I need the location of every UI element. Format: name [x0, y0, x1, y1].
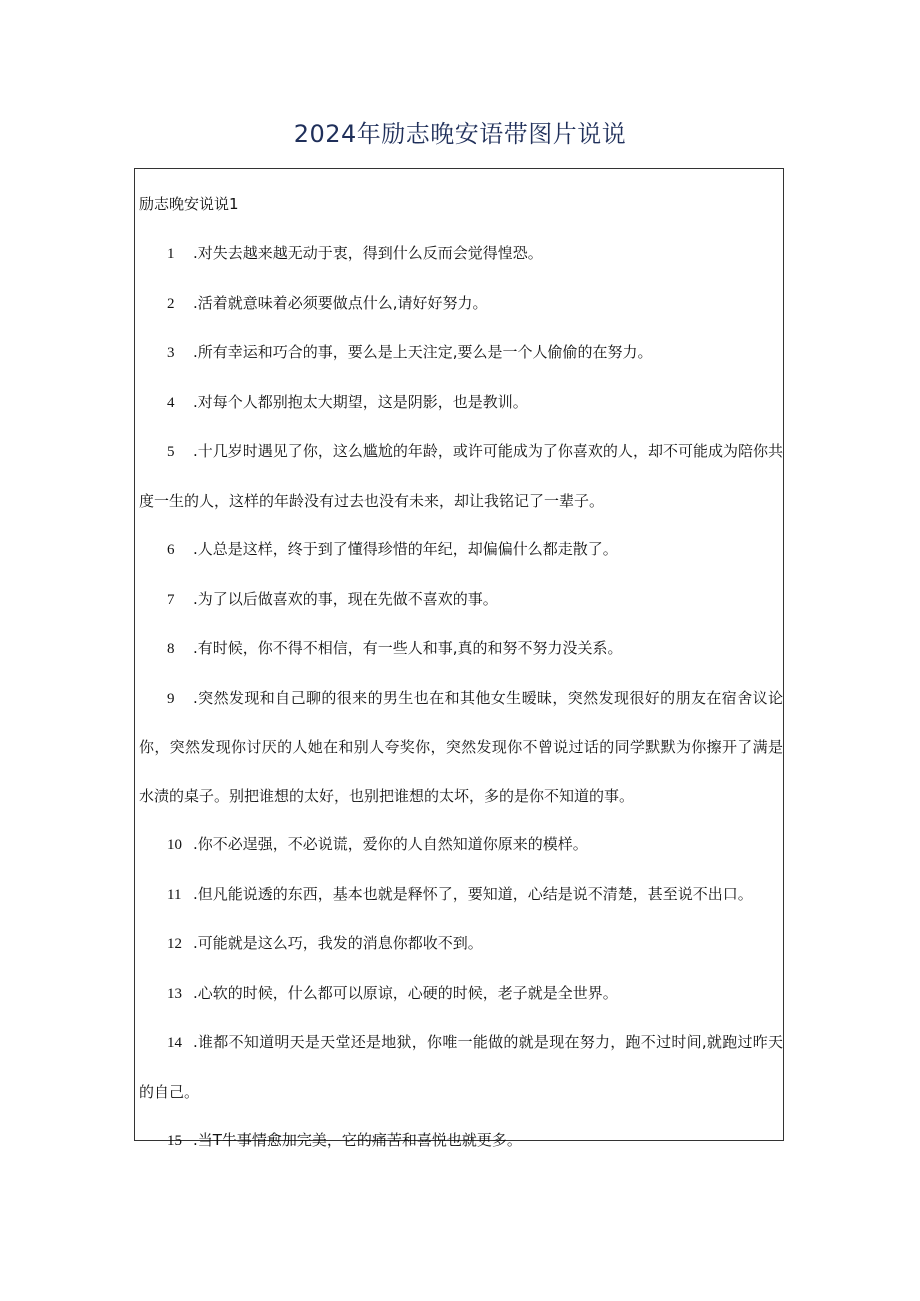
item-text: .所有幸运和巧合的事，要么是上天注定,要么是一个人偷偷的在努力。 — [193, 343, 653, 361]
item-number: 12 — [167, 936, 182, 952]
item-number: 13 — [167, 985, 182, 1002]
list-item — [135, 969, 785, 1019]
item-text: .十几岁时遇见了你，这么尴尬的年龄，或许可能成为了你喜欢的人，却不可能成为陪你共度一生的人，这样的年龄没有过去也没有未来，却让我铭记了一辈子。 — [139, 442, 783, 510]
list-item — [135, 919, 785, 969]
item-text: .你不必逞强，不必说谎，爱你的人自然知道你原来的模样。 — [193, 835, 588, 853]
item-text: .活着就意味着必须要做点什么,请好好努力。 — [193, 293, 488, 312]
item-text: .对失去越来越无动于衷，得到什么反而会觉得惶恐。 — [193, 244, 543, 262]
item-text: .有时候，你不得不相信，有一些人和事,真的和努不努力没关系。 — [193, 639, 623, 657]
item-number: 11 — [167, 886, 182, 903]
item-text: .对每个人都别抱太大期望，这是阴影，也是教训。 — [193, 392, 528, 411]
list-item — [135, 575, 785, 625]
item-text: .谁都不知道明天是天堂还是地狱，你唯一能做的就是现在努力，跑不过时间,就跑过昨天的自己。 — [139, 1033, 783, 1101]
item-number: 4 — [167, 394, 175, 411]
item-number: 10 — [167, 837, 182, 853]
item-number: 14 — [167, 1035, 182, 1051]
list-item — [135, 427, 785, 525]
item-text: .当T牛事情愈加完美，它的痛苦和喜悦也就更多。 — [193, 1131, 522, 1149]
list-item — [135, 328, 785, 378]
item-text: .可能就是这么巧，我发的消息你都收不到。 — [193, 934, 483, 952]
item-number: 2 — [167, 295, 175, 312]
list-item — [135, 1116, 785, 1166]
list-item — [135, 279, 785, 329]
item-text: .为了以后做喜欢的事，现在先做不喜欢的事。 — [193, 589, 498, 608]
item-text: .但凡能说透的东西，基本也就是释怀了，要知道，心结是说不清楚，甚至说不出口。 — [193, 884, 753, 903]
list-item — [135, 229, 785, 279]
item-number: 1 — [167, 246, 175, 262]
list-item — [135, 870, 785, 920]
content-box — [134, 168, 784, 1149]
item-number: 8 — [167, 641, 175, 657]
item-number: 5 — [167, 444, 175, 460]
section-title: 励志晚安说说1 — [139, 195, 239, 213]
item-text: .突然发现和自己聊的很来的男生也在和其他女生暧昧，突然发现很好的朋友在宿舍议论你，突然发现你讨厌的人她在和别人夸奖你，突然发现你不曾说过话的同学默默为你擦开了满是水渍的桌子。别把谁想的太好，也别把谁想的太坏，多的是你不知道的事。 — [139, 688, 783, 805]
list-item — [135, 525, 785, 575]
list-item — [135, 378, 785, 428]
item-number: 6 — [167, 542, 175, 558]
item-number: 7 — [167, 591, 175, 608]
list-item — [135, 1018, 785, 1116]
list-item — [135, 674, 785, 821]
item-number: 15 — [167, 1133, 182, 1149]
document-title: 2024年励志晚安语带图片说说 — [293, 120, 627, 148]
item-number: 9 — [167, 690, 175, 707]
list-item — [135, 820, 785, 870]
quote-list — [135, 229, 785, 1166]
item-number: 3 — [167, 345, 175, 361]
item-text: .人总是这样，终于到了懂得珍惜的年纪，却偏偏什么都走散了。 — [193, 540, 618, 558]
item-text: .心软的时候，什么都可以原谅，心硬的时候，老子就是全世界。 — [193, 983, 618, 1002]
list-item — [135, 624, 785, 674]
